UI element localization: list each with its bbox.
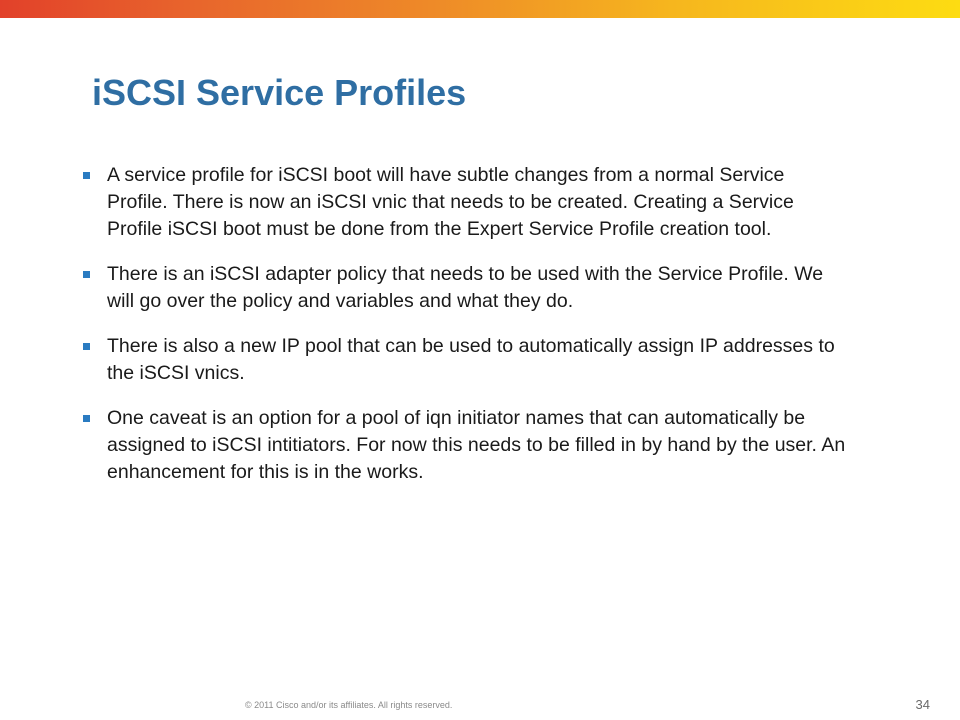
bullet-text: A service profile for iSCSI boot will have subtle changes from a normal Service Profile. There is now an iSCSI vnic that needs to be created. Creating a Service Profile iSCSI boot must be done from the Expert Service Profile creation tool.	[107, 164, 794, 240]
square-bullet-icon	[83, 271, 90, 278]
bullet-list	[80, 162, 850, 504]
bullet-item	[80, 333, 850, 387]
bullet-text: There is also a new IP pool that can be used to automatically assign IP addresses to the iSCSI vnics.	[107, 335, 835, 384]
copyright-notice: © 2011 Cisco and/or its affiliates. All rights reserved.	[245, 700, 453, 710]
bullet-item	[80, 405, 850, 486]
square-bullet-icon	[83, 172, 90, 179]
top-gradient-bar	[0, 0, 960, 18]
slide-title: iSCSI Service Profiles	[92, 72, 467, 113]
square-bullet-icon	[83, 343, 90, 350]
bullet-text: There is an iSCSI adapter policy that needs to be used with the Service Profile. We will go over the policy and variables and what they do.	[107, 263, 824, 312]
page-number: 34	[915, 697, 930, 712]
square-bullet-icon	[83, 415, 90, 422]
bullet-item	[80, 261, 850, 315]
bullet-item	[80, 162, 850, 243]
bullet-text: One caveat is an option for a pool of iqn initiator names that can automatically be assigned to iSCSI intitiators. For now this needs to be filled in by hand by the user. An enhancement for this is in the works.	[107, 407, 846, 483]
